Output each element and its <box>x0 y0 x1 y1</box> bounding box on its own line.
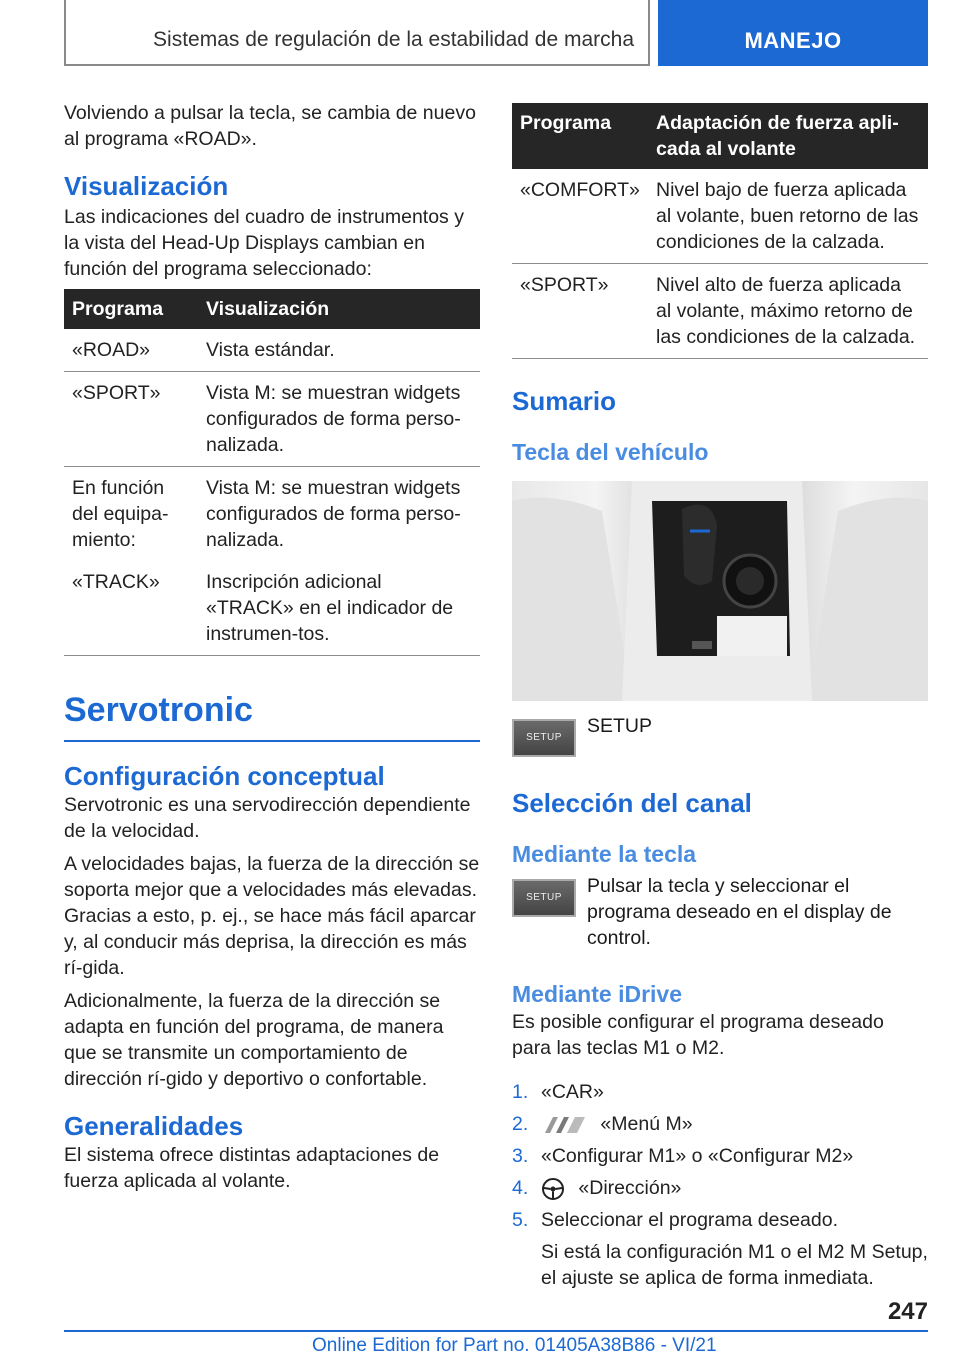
mediante-tecla-text: Pulsar la tecla y seleccionar el programa deseado en el display de control. <box>587 875 892 949</box>
steering-wheel-icon <box>541 1177 565 1201</box>
list-item <box>512 1111 928 1137</box>
step-number: 3. <box>512 1145 529 1167</box>
section-tab-manejo[interactable] <box>658 0 928 66</box>
center-console-photo <box>512 481 928 701</box>
table-cell: Vista estándar. <box>198 329 480 372</box>
list-item <box>512 1175 928 1201</box>
table-row <box>64 329 480 372</box>
table-row <box>64 561 480 656</box>
table-cell: «SPORT» <box>512 264 648 359</box>
step-text: «CAR» <box>541 1081 604 1103</box>
visualizacion-heading: Visualización <box>64 171 229 201</box>
setup-key-icon: SETUP <box>512 719 576 757</box>
footer-divider <box>64 1330 928 1332</box>
step-note: Si está la configuración M1 o el M2 M Setup, el ajuste se aplica de forma inmediata. <box>541 1241 928 1289</box>
step-text: «Menú M» <box>600 1113 693 1135</box>
table-cell: En función del equipa-miento: <box>72 477 169 551</box>
table-row <box>512 264 928 359</box>
steering-force-table <box>512 103 928 359</box>
config-paragraph-3: Adicionalmente, la fuerza de la dirección se adapta en función del programa, de manera que se transmite un comportamiento de dirección rí-gido y deportivo o confortable. <box>64 990 444 1090</box>
setup-key-row <box>512 715 928 757</box>
mediante-tecla-row <box>512 875 928 951</box>
m-menu-icon <box>541 1116 587 1134</box>
left-column <box>64 100 480 1201</box>
mediante-idrive-heading: Mediante iDrive <box>512 981 682 1007</box>
step-text: «Configurar M1» o «Configurar M2» <box>541 1145 854 1167</box>
step-number: 2. <box>512 1113 529 1135</box>
tecla-heading: Tecla del vehículo <box>512 439 709 465</box>
list-item <box>512 1079 928 1105</box>
setup-key-icon: SETUP <box>512 879 576 917</box>
table-row <box>64 372 480 467</box>
table-header: Visualización <box>198 289 480 329</box>
table-cell: Vista M: se muestran widgets configurados de forma perso-nalizada. <box>206 477 461 551</box>
edition-footer-link[interactable]: Online Edition for Part no. 01405A38B86 - VI/21 <box>312 1335 717 1356</box>
step-number: 4. <box>512 1177 529 1199</box>
table-row <box>512 169 928 264</box>
servotronic-heading: Servotronic <box>64 688 480 742</box>
table-cell: Nivel bajo de fuerza aplicada al volante, buen retorno de las condiciones de la calzada. <box>648 169 928 264</box>
step-number: 5. <box>512 1209 529 1231</box>
table-header: Programa <box>64 289 198 329</box>
idrive-text: Es posible configurar el programa deseado para las teclas M1 o M2. <box>512 1011 884 1059</box>
generalidades-heading: Generalidades <box>64 1111 244 1141</box>
config-paragraph-2: A velocidades bajas, la fuerza de la dirección se soporta mejor que a velocidades más elevadas. Gracias a esto, p. ej., se hace más fácil aparcar y, al conducir más deprisa, la dirección es más rí-gida. <box>64 853 480 979</box>
section-tab-label: MANEJO <box>744 28 842 53</box>
config-heading: Configuración conceptual <box>64 761 385 791</box>
visualization-table <box>64 289 480 656</box>
table-cell: Vista M: se muestran widgets configurados de forma perso-nalizada. <box>198 372 480 467</box>
table-row <box>64 467 480 562</box>
table-header: Adaptación de fuerza apli-cada al volante <box>648 103 928 169</box>
table-cell: «TRACK» <box>64 561 198 656</box>
list-item <box>512 1143 928 1169</box>
setup-label: SETUP <box>587 715 653 737</box>
table-cell: Inscripción adicional «TRACK» en el indicador de instrumen-tos. <box>198 561 480 656</box>
intro-paragraph: Volviendo a pulsar la tecla, se cambia de nuevo al programa «ROAD». <box>64 102 476 150</box>
page-number: 247 <box>887 1298 928 1325</box>
header-title-box <box>64 0 650 66</box>
mediante-tecla-heading: Mediante la tecla <box>512 841 697 867</box>
table-cell: «COMFORT» <box>512 169 648 264</box>
right-column <box>512 103 928 1297</box>
step-text: Seleccionar el programa deseado. <box>541 1209 839 1231</box>
table-cell: «ROAD» <box>64 329 198 372</box>
step-text: «Dirección» <box>578 1177 682 1199</box>
header-title: Sistemas de regulación de la estabilidad de marcha <box>153 28 634 51</box>
config-paragraph-1: Servotronic es una servodirección dependiente de la velocidad. <box>64 794 471 842</box>
table-header: Programa <box>512 103 648 169</box>
table-cell: Nivel alto de fuerza aplicada al volante, máximo retorno de las condiciones de la calzada. <box>648 264 928 359</box>
list-item <box>512 1207 928 1291</box>
seleccion-heading: Selección del canal <box>512 788 752 818</box>
visualizacion-text: Las indicaciones del cuadro de instrumentos y la vista del Head-Up Displays cambian en función del programa seleccionado: <box>64 206 464 280</box>
idrive-steps <box>512 1079 928 1291</box>
step-number: 1. <box>512 1081 529 1103</box>
table-cell: «SPORT» <box>64 372 198 467</box>
center-console-illustration <box>512 481 928 701</box>
sumario-heading: Sumario <box>512 386 617 416</box>
generalidades-text: El sistema ofrece distintas adaptaciones de fuerza aplicada al volante. <box>64 1144 440 1192</box>
